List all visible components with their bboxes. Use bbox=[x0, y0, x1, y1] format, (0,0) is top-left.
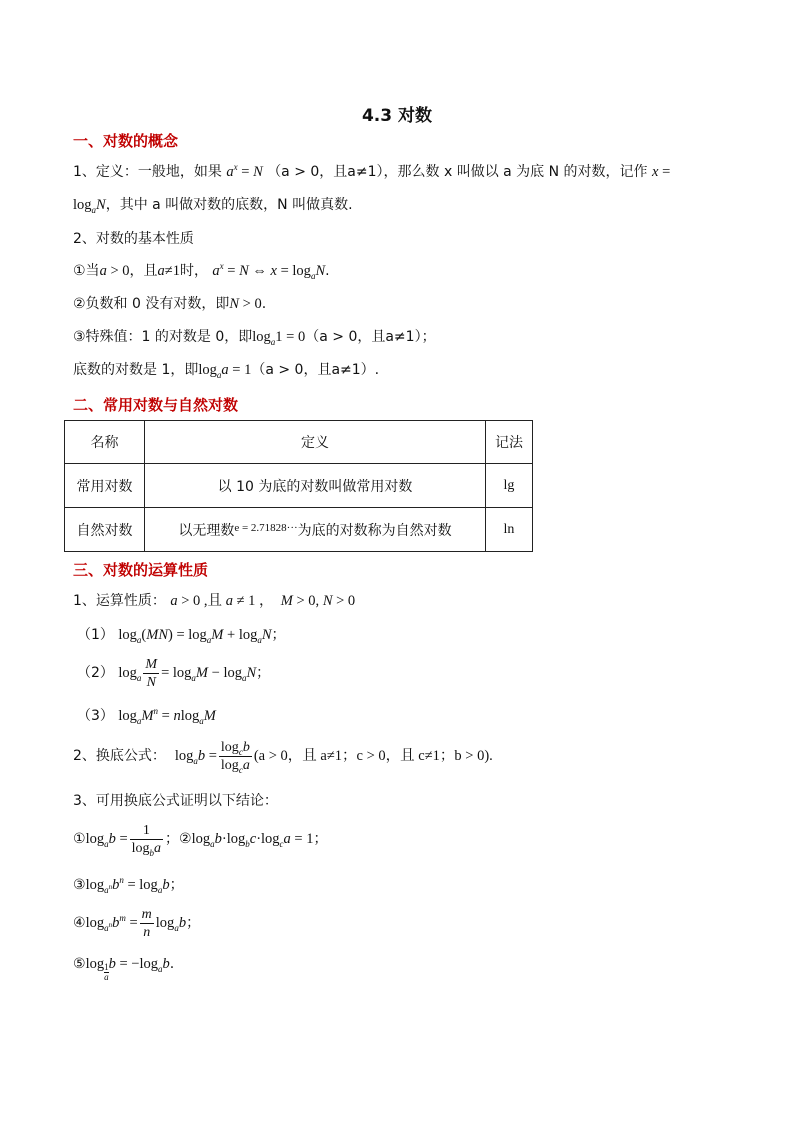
table-cell: ln bbox=[486, 508, 533, 552]
property-2: ②负数和 0 没有对数，即N > 0. bbox=[73, 296, 267, 312]
definition-line-1: 1、定义：一般地，如果 $a^x = N$ （a > 0，且a≠1），那么数 x 叫做以 a 为底 N 的对数，记作 x = bbox=[73, 162, 671, 180]
log-table bbox=[64, 420, 533, 552]
property-1: ①当a > 0，且a≠1时， $a^x = N$ ⇔ $x = \log_aN$. bbox=[73, 261, 330, 281]
properties-heading: 2、对数的基本性质 bbox=[73, 231, 194, 247]
table-row bbox=[65, 464, 533, 508]
table-cell: 常用对数 bbox=[65, 464, 145, 508]
rule-power: （3） $\log_aM^n = nlog_aM$ bbox=[77, 706, 216, 726]
definition-line-2: $\log_aN$，其中 a 叫做对数的底数，N 叫做真数. bbox=[73, 197, 353, 215]
table-cell: lg bbox=[486, 464, 533, 508]
property-3: ③特殊值：1 的对数是 0，即$\log_a1 = 0(a > 0$，且a≠1）； bbox=[73, 329, 436, 347]
corollary-5: ⑤log $\frac{1}{a}$ $b = -\log_ab$. bbox=[73, 956, 175, 982]
section-heading-operations: 三、对数的运算性质 bbox=[73, 561, 209, 579]
table-cell: 以无理数$^{e = 2.71828\cdot\cdot\cdot}$为底的对数称为自然对数 bbox=[145, 508, 486, 552]
table-header: 名称 bbox=[65, 421, 145, 464]
corollary-4: $④\log_{a^n}b^m$ = $\frac{m}{n}$ $\log_ab$； bbox=[73, 906, 201, 940]
table-cell: 自然对数 bbox=[65, 508, 145, 552]
operations-heading: 1、运算性质： a > 0 ,且 a ≠ 1 ， M > 0, N > 0 bbox=[73, 593, 356, 609]
page-title: 4.3 对数 bbox=[361, 106, 433, 126]
table-row bbox=[65, 508, 533, 552]
corollary-3: $③\log_{a^n}b^n = \log_ab$； bbox=[73, 875, 184, 895]
table-header-row bbox=[65, 421, 533, 464]
table-header: 记法 bbox=[486, 421, 533, 464]
corollary-heading: 3、可用换底公式证明以下结论： bbox=[73, 793, 278, 809]
rule-product: （1） $\log_a(MN) = \log_aM + \log_aN$； bbox=[77, 627, 286, 645]
table-header: 定义 bbox=[145, 421, 486, 464]
table-cell: 以 10 为底的对数叫做常用对数 bbox=[145, 464, 486, 508]
change-of-base: 2、换底公式： $\log_ab$ = $\frac{\log_cb}{\log_ca}$ (a > 0，且 a≠1；c > 0，且 c≠1；b > 0). bbox=[73, 739, 493, 775]
section-heading-common-natural: 二、常用对数与自然对数 bbox=[73, 396, 239, 414]
property-4: 底数的对数是 1，即$\log_aa = 1(a > 0$，且a≠1）. bbox=[73, 362, 380, 380]
rule-quotient: （2） $\log_a$ $\frac{M}{N}$ = $\log_aM - \log_aN$； bbox=[77, 656, 271, 690]
corollary-1-2: $①\log_ab$ = $\frac{1}{\log_ba}$ ；$②\log_ab\cdot\log_bc\cdot\log_ca = 1$； bbox=[73, 822, 328, 858]
section-heading-concept: 一、对数的概念 bbox=[73, 132, 179, 150]
